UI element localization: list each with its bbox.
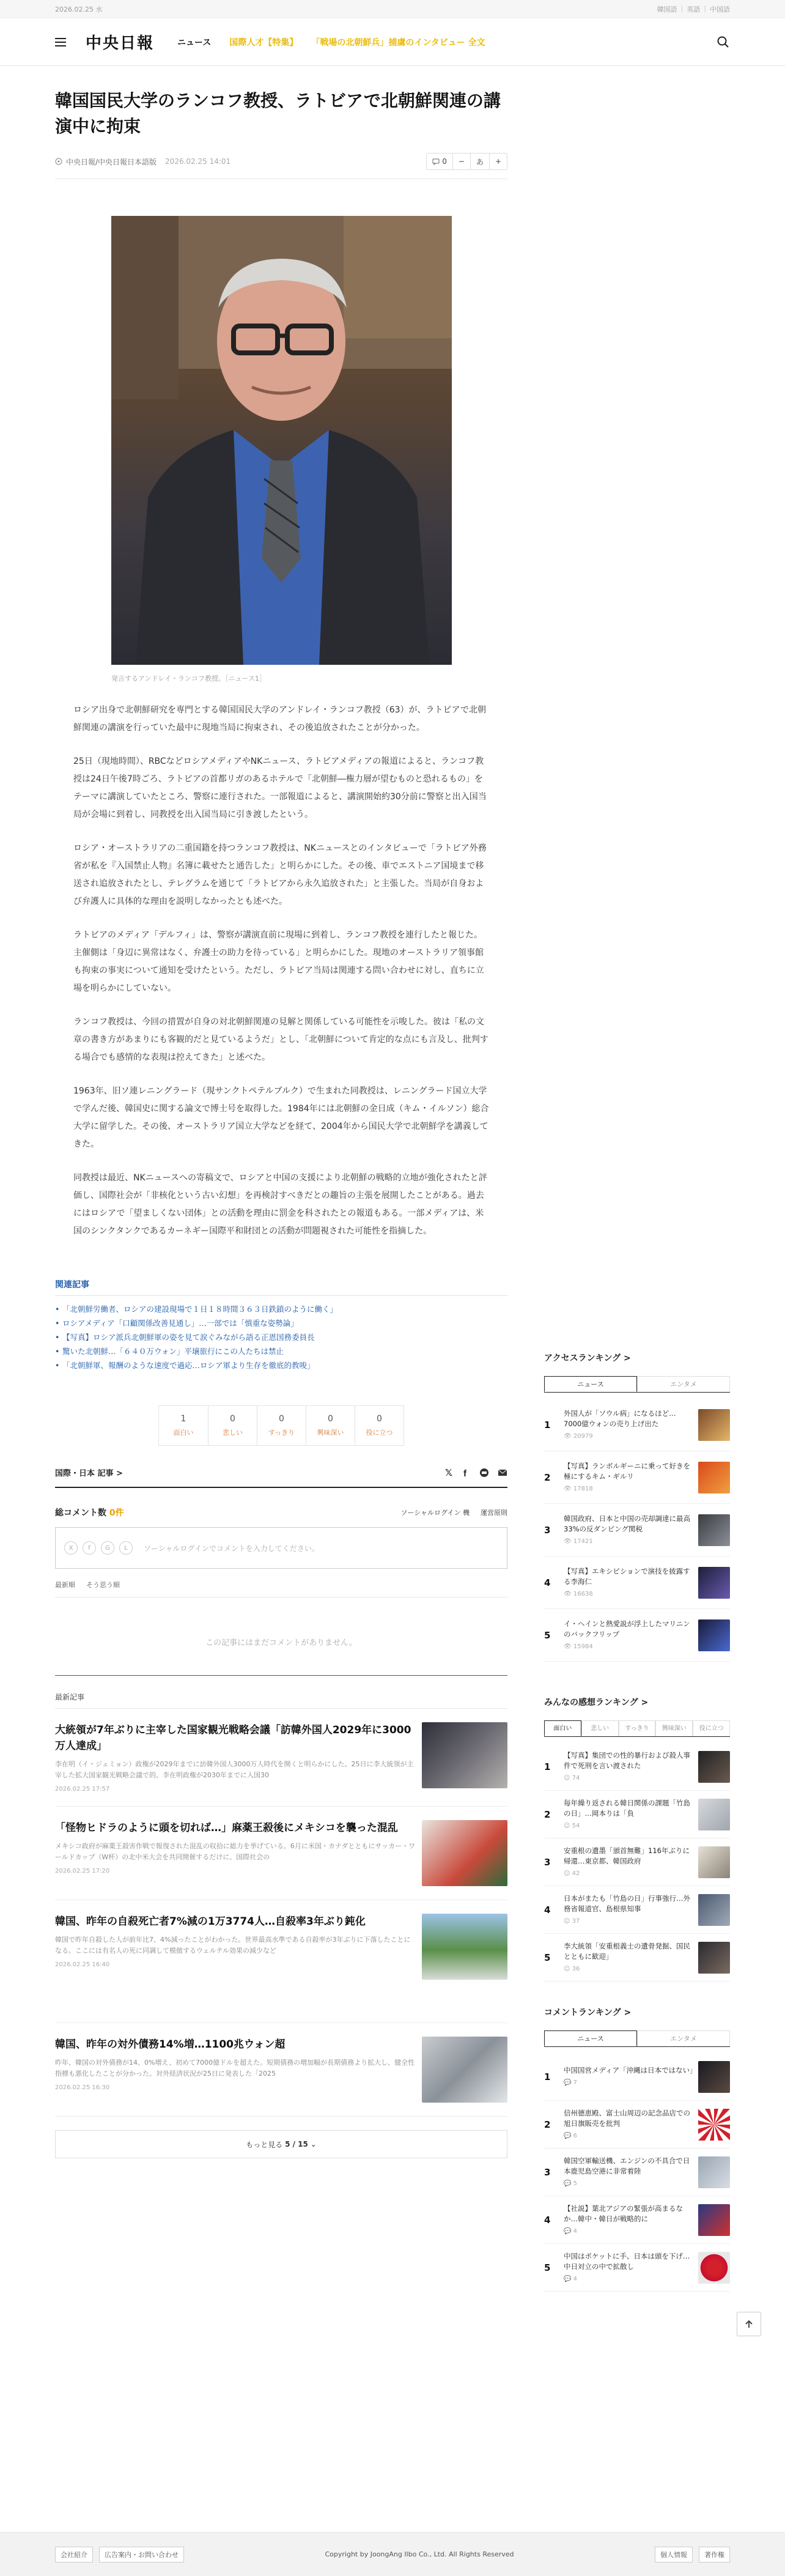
facebook-share-icon[interactable] [461, 1468, 471, 1478]
font-size-label: あ [470, 154, 489, 169]
comment-ranking [544, 2006, 730, 2292]
latest-item[interactable]: 韓国、昨年の対外債務14%増…1100兆ウォン超 昨年、韓国の対外債務が14、0%増え、初めて7000億ドルを超えた。短期債務の増加幅が長期債務より拡大し、健全性指標も悪化したことが分かった。対外経済状況が25日に発表した「2025 2026.02.25 16:30 [55, 2023, 507, 2117]
latest-thumbnail [422, 1722, 507, 1788]
photo-andrei-lankov [111, 216, 452, 665]
reaction-useful[interactable]: 0 役に立つ [355, 1406, 404, 1445]
reaction-funny[interactable]: 1 面白い [173, 1414, 194, 1437]
site-header [0, 18, 785, 66]
article-tools [426, 153, 507, 170]
ranking-item[interactable]: 2 毎年繰り返される韓日関係の課題「竹島の日」…岡本りは「負 ☺ 54 [544, 1791, 730, 1838]
article-body [73, 701, 489, 1240]
comment-placeholder: ソーシャルログインでコメントを入力してください。 [144, 1544, 319, 1553]
ranking-item[interactable]: 5 李大統領「安重根義士の遺骨発掘、国民とともに歓迎」 ☺ 36 [544, 1934, 730, 1982]
paragraph: 1963年、旧ソ連レニングラード（現サンクトペテルブルク）で生まれた同教授は、レニングラード国立大学で学んだ後、韓国史に関する論文で博士号を取得した。1984年には北朝鮮の金日成（キム・イルソン）総合大学に留学した。その後、オーストラリア国立大学などを経て、2004年から国民大学で北朝鮮学を講義してきた。 [73, 1086, 489, 1149]
paragraph: ラトビアのメディア「デルフィ」は、警察が講演直前に現場に到着し、ランコフ教授を連行したと報じた。主催側は「身辺に異常はなく、弁護士の助力を待っている」と明らかにした。現地のオーストラリア領事館も拘束の事実について通知を受けたという。ただし、ラトビア当局は関連する問い合わせに対し、直ちに立場を明らかにしていない。 [73, 930, 484, 993]
comment-count-button[interactable]: 0 [427, 154, 452, 169]
related-link[interactable]: • 【写真】ロシア派兵北朝鮮軍の姿を見て涙ぐみながら語る正恩国務委員長 [55, 1330, 507, 1344]
nav-ticker-headline[interactable]: 「戦場の北朝鮮兵」捕虜のインタビュー 全文 [311, 37, 485, 48]
company-link[interactable]: 会社紹介 [55, 2547, 93, 2563]
tab-satisfied[interactable]: すっきり [619, 1720, 656, 1736]
source-icon [55, 158, 62, 165]
policy-link[interactable]: 運営原則 [481, 1509, 507, 1517]
font-size-increase-button[interactable]: + [489, 154, 507, 169]
article [55, 66, 507, 2158]
ranking-item[interactable]: 4 【社説】葉北アジアの緊張が高まるなか…韓中・韓日が戦略的に 💬 4 [544, 2196, 730, 2244]
more-button[interactable]: もっと見る 5 / 15 ⌄ [55, 2130, 507, 2158]
related-link[interactable]: • ロシアメディア「口顧関係改善見通し」…一部では「慎重な姿勢論」 [55, 1316, 507, 1330]
font-size-decrease-button[interactable]: − [452, 154, 470, 169]
access-ranking-heading[interactable]: アクセスランキング > [544, 1353, 631, 1363]
copyright: Copyright by JoongAng Ilbo Co., Ltd. All Rights Reserved [325, 2550, 514, 2558]
scroll-top-button[interactable] [737, 2312, 761, 2336]
google-login-icon[interactable]: G [101, 1541, 114, 1555]
latest-articles [55, 1692, 507, 2158]
nav-news[interactable]: ニュース [177, 37, 212, 48]
reaction-sad[interactable]: 0 悲しい [208, 1406, 257, 1445]
site-footer [0, 2532, 785, 2576]
ranking-item[interactable]: 3 韓国政府、日本と中国の売却調達に最高33%の反ダンピング関税 👁 17421 [544, 1504, 730, 1556]
copyright-link[interactable]: 著作権 [699, 2547, 730, 2563]
arrow-up-icon [744, 2319, 754, 2329]
today-date: 2026.02.25 水 [55, 5, 103, 13]
latest-heading: 最新記事 [55, 1692, 507, 1709]
line-share-icon[interactable] [479, 1468, 489, 1478]
nav-ticker-special[interactable]: 国際人才【特集】 [229, 37, 298, 48]
ranking-item[interactable]: 3 韓国空軍輸送機、エンジンの不具合で日本鹿児島空港に非常着陸 💬 5 [544, 2149, 730, 2196]
comment-sort [55, 1580, 507, 1597]
portrait-illustration [111, 216, 452, 665]
ranking-item[interactable]: 5 イ・ヘインと熱愛説が浮上したマリニンのバックフリップ 👁 15984 [544, 1609, 730, 1662]
sidebar [544, 1352, 730, 2292]
photo-caption: 発言するアンドレイ・ランコフ教授。［ニュース1］ [111, 675, 266, 683]
paragraph: ロシア・オーストラリアの二重国籍を持つランコフ教授は、NKニュースとのインタビューで「ラトビア外務省が私を『入国禁止人物』名簿に載せたと通告した」と明らかにした。その後、車でエストニア国境まで移送され追放されたとし、テレグラムを通じて「ラトビアから永久追放された」と主張した。当局が自身および弁護人に具体的な理由を説明しなかったとも述べた。 [73, 843, 487, 906]
site-logo[interactable]: 中央日報 [86, 34, 155, 53]
paragraph: ロシア出身で北朝鮮研究を専門とする韓国国民大学のアンドレイ・ランコフ教授（63）が、ラトビアで北朝鮮関連の講演を行っていた最中に現地当局に拘束され、その後追放されたことが分かった。 [73, 705, 486, 733]
empty-comments: この記事にはまだコメントがありません。 [55, 1608, 507, 1676]
comment-icon [432, 158, 440, 165]
share-bar [55, 1467, 507, 1488]
related-articles [55, 1278, 507, 1372]
lang-korean-link[interactable]: 韓国語 [657, 5, 677, 13]
sort-popular[interactable]: そう思う順 [86, 1581, 120, 1589]
tab-sad[interactable]: 悲しい [581, 1720, 619, 1736]
reaction-interesting[interactable]: 0 興味深い [306, 1406, 355, 1445]
paragraph: ランコフ教授は、今回の措置が自身の対北朝鮮関連の見解と関係している可能性を示唆した。彼は「私の文章の書き方があまりにも客観的だと見ているようだ」とし、「北朝鮮について肯定的な点にも言及し、批判する場合でも感情的な表現は控えてきた」と述べた。 [73, 1017, 488, 1062]
comments-title: 総コメント数 0件 [55, 1508, 124, 1518]
article-date: 2026.02.25 14:01 [165, 157, 231, 166]
emotion-ranking-heading[interactable]: みんなの感想ランキング > [544, 1698, 649, 1708]
svg-text:f: f [463, 1468, 466, 1478]
x-login-icon[interactable]: X [64, 1541, 78, 1555]
privacy-link[interactable]: 個人情報 [655, 2547, 693, 2563]
access-ranking-tabs [544, 1376, 730, 1393]
ranking-item[interactable]: 4 【写真】エキシビションで演技を披露する李海仁 👁 16638 [544, 1556, 730, 1609]
ad-contact-link[interactable]: 広告案内・お問い合わせ [99, 2547, 184, 2563]
ranking-item[interactable]: 3 安重根の遺墨「頒首無難」116年ぶりに帰還…東京都、韓国政府 ☺ 42 [544, 1838, 730, 1886]
facebook-login-icon[interactable]: f [83, 1541, 96, 1555]
x-share-icon[interactable]: 𝕏 [444, 1467, 452, 1478]
ranking-item[interactable]: 1 外国人が「ソウル病」になるほど…7000億ウォンの売り上げ出た 👁 20979 [544, 1399, 730, 1451]
related-link[interactable]: • 驚いた北朝鮮…「６４０万ウォン」平壌旅行にこの人たちは禁止 [55, 1344, 507, 1358]
tab-news[interactable]: ニュース [544, 1376, 637, 1392]
ranking-item[interactable]: 5 中国はポケットに手、日本は頭を下げ…中日対立の中で拡散し 💬 4 [544, 2244, 730, 2292]
paragraph: 同教授は最近、NKニュースへの寄稿文で、ロシアと中国の支援により北朝鮮の戦略的立地が強化されたと評価し、国際社会が「非核化という古い幻想」を再検討すべきだとの趣旨の主張を展開したことがある。過去にはロシアで「望ましくない団体」との活動を理由に罰金を科されたとの報道もある。一部メディアは、米国のシンクタンクであるカーネギー国際平和財団との活動が問題視された可能性を指摘した。 [73, 1173, 487, 1236]
tab-entertainment[interactable]: エンタメ [637, 2030, 730, 2046]
language-links: 韓国語 | 英語 | 中国語 [657, 4, 730, 13]
emotion-ranking-tabs [544, 1720, 730, 1737]
tab-entertainment[interactable]: エンタメ [637, 1376, 730, 1392]
emotion-ranking [544, 1696, 730, 1982]
article-title: 韓国国民大学のランコフ教授、ラトビアで北朝鮮関連の講演中に拘束 [55, 91, 501, 136]
comment-input-box[interactable] [55, 1527, 507, 1569]
related-link[interactable]: • 「北朝鮮労働者、ロシアの建設現場で１日１８時間３６３日鉄鎖のように働く」 [55, 1302, 507, 1316]
ranking-item[interactable]: 1 【写真】集団での性的暴行および殺人事件で死刑を言い渡された ☺ 74 [544, 1743, 730, 1791]
ranking-item[interactable]: 2 信州德恵殿、富士山周辺の記念品店での旭日旗販売を批判 💬 6 [544, 2101, 730, 2149]
lang-english-link[interactable]: 英語 [687, 5, 701, 13]
ranking-item[interactable]: 2 【写真】ランボルギーニに乗って好きを極にするキム・ギルリ 👁 17818 [544, 1451, 730, 1504]
sort-latest[interactable]: 最新順 [55, 1581, 75, 1589]
main-nav [177, 36, 485, 48]
access-ranking [544, 1352, 730, 1662]
comment-ranking-heading[interactable]: コメントランキング > [544, 2008, 632, 2018]
article-source[interactable]: 中央日報/中央日報日本語版 [66, 157, 157, 166]
article-meta [55, 153, 507, 179]
related-link[interactable]: • 「北朝鮮軍、報酬のような速度で過応…ロシア軍より生存を徹底的教唆」 [55, 1358, 507, 1372]
mail-share-icon[interactable] [498, 1468, 507, 1478]
tab-useful[interactable]: 役に立つ [693, 1720, 730, 1736]
top-utility-bar [0, 0, 785, 18]
tab-interesting[interactable]: 興味深い [655, 1720, 693, 1736]
reaction-buttons [55, 1405, 507, 1446]
tab-news[interactable]: ニュース [544, 2030, 637, 2046]
tab-funny[interactable]: 面白い [544, 1720, 581, 1736]
reaction-satisfied[interactable]: 0 すっきり [257, 1406, 306, 1445]
related-heading: 関連記事 [55, 1278, 507, 1296]
line-login-icon[interactable]: L [119, 1541, 133, 1555]
ranking-item[interactable]: 1 中国国営メディア「沖縄は日本ではない」 💬 7 [544, 2053, 730, 2101]
latest-thumbnail [422, 2037, 507, 2103]
social-login-link[interactable]: ソーシャルログイン 機 [400, 1509, 470, 1517]
article-photo [111, 216, 452, 683]
comment-ranking-tabs [544, 2030, 730, 2047]
comments-header [55, 1506, 507, 1519]
latest-thumbnail [422, 1820, 507, 1886]
paragraph: 25日（現地時間）、RBCなどロシアメディアやNKニュース、ラトビアメディアの報道によると、ランコフ教授は24日午後7時ごろ、ラトビアの首都リガのあるホテルで「北朝鮮―権力層が望むものと恐れるもの」をテーマに講演していたところ、警察に連行された。一部報道によると、講演開始約30分前に警察と出入国当局が会場に到着し、同教授を出入国当局に引き渡したという。 [73, 757, 487, 820]
lang-chinese-link[interactable]: 中国語 [710, 5, 730, 13]
ranking-item[interactable]: 4 日本がまたも「竹島の日」行事強行…外務省報道官、島根県知事 ☺ 37 [544, 1886, 730, 1934]
latest-item[interactable]: 大統領が7年ぶりに主宰した国家観光戦略会議「訪韓外国人2029年に3000万人達成」 李在明（イ・ジェミョン）政権が2029年までに訪韓外国人3000万人時代を開くと明らかにした。25日に李大統領が主宰した拡大国家観光戦略会議で的。李在明政権が2030年までに入国30 2026.02.25 17:57 [55, 1709, 507, 1807]
latest-thumbnail [422, 1914, 507, 1980]
category-link[interactable]: 国際・日本 記事 > [55, 1469, 123, 1478]
search-icon[interactable] [717, 35, 730, 49]
latest-item[interactable]: 韓国、昨年の自殺死亡者7%減の1万3774人…自殺率3年ぶり鈍化 韓国で昨年自殺した人が前年比7、4%減ったことがわかった。世界最高水準である自殺率が3年ぶりに下落したことになる。ここには有名人の死に同調して模倣するウェルテル効果の減少など 2026.02.25 16:40 [55, 1900, 507, 2023]
latest-item[interactable]: 「怪物ヒドラのように頭を切れば…」麻薬王殺後にメキシコを襲った混乱 メキシコ政府が麻薬王殺害作戦で報復された混乱の収拾に総力を挙げている。6月に米国・カナダとともにサッカー・ワールドカップ（W杯）の北中米大会を共同開催するだけに、国際社会の 2026.02.25 17:20 [55, 1807, 507, 1900]
menu-icon[interactable] [55, 38, 66, 46]
